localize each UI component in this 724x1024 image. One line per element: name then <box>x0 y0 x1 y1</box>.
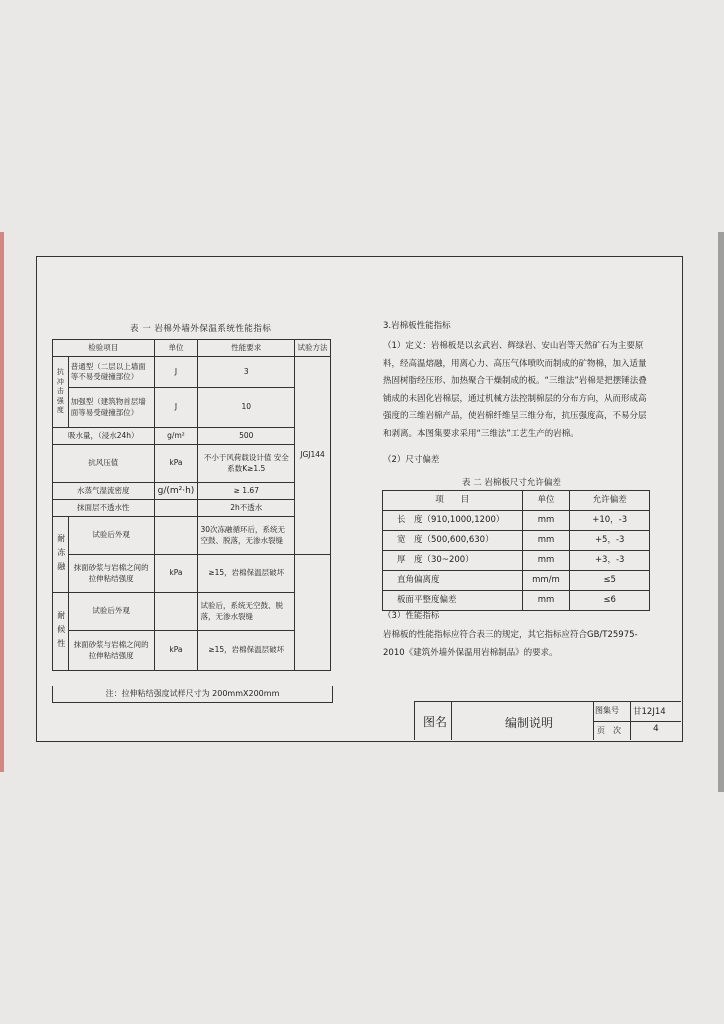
label-drawing-name: 图名 <box>423 715 448 729</box>
t2-cell: mm <box>522 551 570 571</box>
header-item: 检验项目 <box>53 340 155 357</box>
performance-paragraph: 岩棉板的性能指标应符合表三的规定，其它指标应符合GB/T25975-2010《建筑外墙外保温用岩棉制品》的要求。 <box>383 630 638 658</box>
waterproof-unit <box>154 500 198 517</box>
header-requirement: 性能要求 <box>198 340 295 357</box>
system-performance-table <box>52 339 331 671</box>
t2-cell: mm <box>522 591 570 611</box>
table2-title: 表 二 岩棉板尺寸允许偏差 <box>462 478 561 488</box>
size-deviation-heading: （2）尺寸偏差 <box>383 455 440 465</box>
t2-cell: ≤5 <box>570 571 650 591</box>
drawing-name: 编制说明 <box>505 716 554 730</box>
wind-pressure-unit: kPa <box>154 445 198 483</box>
impact-reinforced-item: 加强型（建筑物首层墙面等易受碰撞部位） <box>68 388 154 428</box>
weather-bond-req: ≥15，岩棉保温层破坏 <box>198 631 295 671</box>
t2-row-squareness: 直角偏离度 <box>383 571 523 591</box>
impact-reinforced-unit: J <box>154 388 198 428</box>
t2-row-thickness: 厚 度（30~200） <box>383 551 523 571</box>
size-deviation-table <box>382 490 650 611</box>
atlas-number: 甘12J14 <box>633 707 666 717</box>
title-block <box>414 701 681 740</box>
weather-appearance-req: 试验后，系统无空鼓、脱落，无渗水裂缝 <box>198 593 295 631</box>
impact-reinforced-req: 10 <box>198 388 295 428</box>
method-jgj144: JGJ144 <box>295 357 331 555</box>
weathering-label: 耐候性 <box>53 593 69 671</box>
freeze-bond-req: ≥15，岩棉保温层破坏 <box>198 555 295 593</box>
water-absorption-item: 吸水量，（浸水24h） <box>53 428 155 445</box>
freeze-thaw-label: 耐冻融 <box>53 517 69 593</box>
t2-cell: +10，-3 <box>570 511 650 531</box>
t2-row-length: 长 度（910,1000,1200） <box>383 511 523 531</box>
label-page-no: 页 次 <box>597 726 621 735</box>
definition-paragraph: （1）定义：岩棉板是以玄武岩、辉绿岩、安山岩等天然矿石为主要原料，经高温熔融，用离心力、高压气体喷吹而制成的矿物棉，加入适量热固树脂经压形、加热聚合干燥制成的板。“三维法”岩棉是把摆锤法叠铺成的未固化岩棉层，通过机械方法控制棉层的分布方向，从而形成高强度的三维岩棉产品，使岩棉纤维呈三维分布，抗压强度高，不易分层和剥离。本图集要求采用“三维法”工艺生产的岩棉。 <box>383 341 647 439</box>
page-edge-right <box>718 232 724 792</box>
waterproof-item: 抹面层不透水性 <box>53 500 155 517</box>
page-edge-left <box>0 232 4 772</box>
freeze-bond-unit: kPa <box>154 555 198 593</box>
impact-normal-unit: J <box>154 357 198 388</box>
wind-pressure-req: 不小于风荷载设计值 安全系数K≥1.5 <box>198 445 295 483</box>
t2-header-unit: 单位 <box>522 491 570 511</box>
performance-heading: （3）性能指标 <box>383 611 440 621</box>
header-unit: 单位 <box>154 340 198 357</box>
t2-row-width: 宽 度（500,600,630） <box>383 531 523 551</box>
t2-cell: +3，-3 <box>570 551 650 571</box>
t2-row-flatness: 板面平整度偏差 <box>383 591 523 611</box>
page-number: 4 <box>653 724 659 734</box>
label-atlas-no: 图集号 <box>595 706 619 715</box>
vapor-req: ≥ 1.67 <box>198 483 295 500</box>
weather-appearance-item: 试验后外观 <box>68 593 154 631</box>
wind-pressure-item: 抗风压值 <box>53 445 155 483</box>
t2-cell: mm <box>522 511 570 531</box>
header-method: 试验方法 <box>295 340 331 357</box>
water-absorption-req: 500 <box>198 428 295 445</box>
weather-bond-unit: kPa <box>154 631 198 671</box>
vapor-unit: g/(m²·h) <box>154 483 198 500</box>
method-blank <box>295 555 331 671</box>
t2-cell: mm/m <box>522 571 570 591</box>
freeze-appearance-unit <box>154 517 198 555</box>
freeze-appearance-req: 30次冻融循环后，系统无空鼓、脱落，无渗水裂缝 <box>198 517 295 555</box>
t2-header-tolerance: 允许偏差 <box>570 491 650 511</box>
freeze-bond-item: 抹面砂浆与岩棉之间的拉伸粘结强度 <box>68 555 154 593</box>
weather-bond-item: 抹面砂浆与岩棉之间的拉伸粘结强度 <box>68 631 154 671</box>
weather-appearance-unit <box>154 593 198 631</box>
freeze-appearance-item: 试验后外观 <box>68 517 154 555</box>
impact-label: 抗冲击强度 <box>53 357 69 428</box>
t2-cell: mm <box>522 531 570 551</box>
t2-header-item: 项 目 <box>383 491 523 511</box>
table1-note: 注：拉伸粘结强度试样尺寸为 200mmX200mm <box>52 686 333 703</box>
section3-heading: 3.岩棉板性能指标 <box>383 321 451 331</box>
water-absorption-unit: g/m² <box>154 428 198 445</box>
waterproof-req: 2h不透水 <box>198 500 295 517</box>
t2-cell: +5，-3 <box>570 531 650 551</box>
t2-cell: ≤6 <box>570 591 650 611</box>
table1-title: 表 一 岩棉外墙外保温系统性能指标 <box>130 324 272 334</box>
vapor-item: 水蒸气湿流密度 <box>53 483 155 500</box>
impact-normal-req: 3 <box>198 357 295 388</box>
impact-normal-item: 普通型（二层以上墙面等不易受碰撞部位） <box>68 357 154 388</box>
